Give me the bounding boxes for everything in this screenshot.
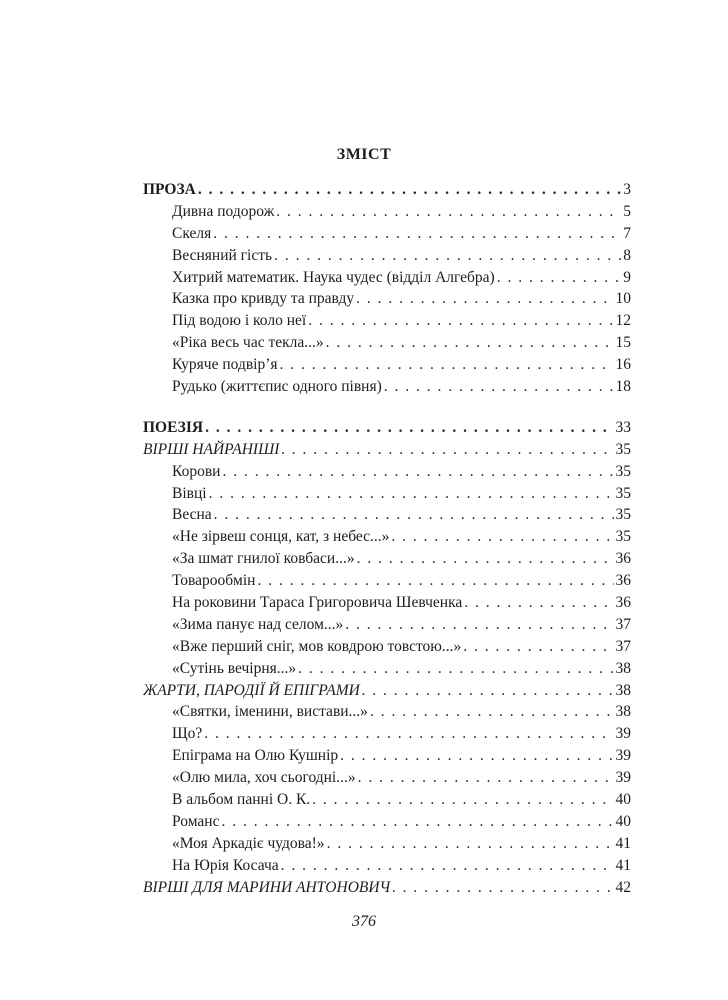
toc-entry-page: 12 bbox=[615, 312, 631, 330]
toc-entry bbox=[143, 614, 631, 636]
dot-leader bbox=[357, 548, 614, 570]
toc-entry-page: 35 bbox=[615, 506, 631, 524]
toc-entry bbox=[143, 723, 631, 745]
toc-heading: ЗМІСТ bbox=[336, 146, 392, 163]
toc-entry-title: На роковини Тараса Григоровича Шевченка bbox=[172, 594, 463, 612]
toc-entry-page: 3 bbox=[623, 181, 631, 198]
toc-entry-title: Хитрий математик. Наука чудес (відділ Алгебра) bbox=[172, 268, 495, 286]
toc-entry bbox=[143, 811, 631, 833]
toc-entry-page: 37 bbox=[615, 615, 631, 633]
toc-entry-title: «Святки, іменини, вистави...» bbox=[172, 703, 368, 721]
toc-entry-page: 41 bbox=[615, 856, 631, 874]
toc-entry-page: 37 bbox=[615, 637, 631, 655]
toc-entry-page: 36 bbox=[615, 594, 631, 612]
toc-section-poezia bbox=[143, 417, 631, 439]
dot-leader bbox=[204, 723, 613, 745]
toc-entry bbox=[143, 767, 631, 789]
toc-entry-page: 7 bbox=[623, 224, 631, 242]
toc-entry-title: «Вже перший сніг, мов ковдрою товстою...» bbox=[172, 637, 462, 655]
toc-entry-page: 33 bbox=[615, 418, 631, 436]
toc-entry-page: 39 bbox=[615, 725, 631, 743]
toc-entry-page: 9 bbox=[623, 268, 631, 286]
dot-leader bbox=[221, 811, 613, 833]
dot-leader bbox=[384, 376, 614, 398]
toc-entry-title: Весняний гість bbox=[172, 246, 273, 264]
toc-entry-title: «За шмат гнилої ковбаси...» bbox=[172, 550, 355, 568]
toc-entry-title: ВІРШІ ДЛЯ МАРИНИ АНТОНОВИЧ bbox=[143, 878, 391, 896]
toc-entry-page: 8 bbox=[623, 246, 631, 264]
dot-leader bbox=[222, 461, 613, 483]
toc-entry-title: Куряче подвір’я bbox=[172, 356, 278, 374]
toc-entry-title: «Моя Аркадіє чудова!» bbox=[172, 834, 325, 852]
toc-entry bbox=[143, 223, 631, 245]
toc-entry bbox=[143, 245, 631, 267]
dot-leader bbox=[281, 439, 613, 461]
toc-entry-title: Казка про кривду та правду bbox=[172, 290, 355, 308]
toc-entry-page: 38 bbox=[615, 703, 631, 721]
toc-entry-page: 40 bbox=[615, 791, 631, 809]
dot-leader bbox=[257, 570, 613, 592]
toc-entry bbox=[143, 354, 631, 376]
toc-entry bbox=[143, 504, 631, 526]
toc-entry-page: 5 bbox=[623, 202, 631, 220]
dot-leader bbox=[214, 504, 614, 526]
toc-entry bbox=[143, 526, 631, 548]
toc-entry-title: «Сутінь вечірня...» bbox=[172, 659, 297, 677]
toc-entry-title: Корови bbox=[172, 462, 221, 480]
dot-leader bbox=[298, 658, 613, 680]
dot-leader bbox=[463, 636, 613, 658]
toc-entry-page: 35 bbox=[615, 484, 631, 502]
toc-entry bbox=[143, 701, 631, 723]
toc-entry-page: 39 bbox=[615, 769, 631, 787]
toc-entry bbox=[143, 332, 631, 354]
toc-entry bbox=[143, 267, 631, 289]
toc-entry-title: ПРОЗА bbox=[143, 181, 196, 198]
toc-entry bbox=[143, 570, 631, 592]
toc-entry-title: В альбом панні О. К. bbox=[172, 791, 311, 809]
toc-entry-page: 10 bbox=[615, 290, 631, 308]
toc-entry bbox=[143, 288, 631, 310]
dot-leader bbox=[280, 354, 614, 376]
toc-entry-title: ВІРШІ НАЙРАНІШІ bbox=[143, 440, 280, 458]
dot-leader bbox=[464, 592, 613, 614]
toc-entry-title: Вівці bbox=[172, 484, 207, 502]
toc-entry-title: «Ріка весь час текла...» bbox=[172, 334, 324, 352]
toc-entry bbox=[143, 548, 631, 570]
toc-entry-page: 39 bbox=[615, 747, 631, 765]
toc-entry bbox=[143, 658, 631, 680]
toc-entry bbox=[143, 745, 631, 767]
toc-entry bbox=[143, 310, 631, 332]
toc-entry-page: 16 bbox=[615, 356, 631, 374]
toc-entry bbox=[143, 833, 631, 855]
dot-leader bbox=[356, 288, 613, 310]
toc-entry-title: Романс bbox=[172, 812, 220, 830]
dot-leader bbox=[358, 767, 614, 789]
dot-leader bbox=[276, 201, 621, 223]
toc-entry-title: ЖАРТИ, ПАРОДІЇ Й ЕПІГРАМИ bbox=[143, 681, 360, 699]
dot-leader bbox=[391, 526, 613, 548]
toc-section-proza bbox=[143, 179, 631, 201]
toc-entry bbox=[143, 855, 631, 877]
dot-leader bbox=[312, 789, 613, 811]
dot-leader bbox=[392, 877, 613, 899]
dot-leader bbox=[340, 745, 613, 767]
dot-leader bbox=[274, 245, 621, 267]
toc-entry bbox=[143, 483, 631, 505]
toc-entry-page: 36 bbox=[615, 550, 631, 568]
toc-entry-page: 18 bbox=[615, 378, 631, 396]
dot-leader bbox=[370, 701, 614, 723]
page-number: 376 bbox=[352, 913, 376, 930]
dot-leader bbox=[362, 680, 614, 702]
toc-entry-title: Дивна подорож bbox=[172, 202, 275, 220]
toc-entry-title: Товарообмін bbox=[172, 572, 256, 590]
dot-leader bbox=[213, 223, 621, 245]
toc-entry-title: «Олю мила, хоч сьогодні...» bbox=[172, 769, 356, 787]
dot-leader bbox=[308, 310, 613, 332]
toc-entry-page: 36 bbox=[615, 572, 631, 590]
dot-leader bbox=[209, 483, 614, 505]
toc-subsection bbox=[143, 877, 631, 899]
toc-entry-page: 38 bbox=[615, 681, 631, 699]
toc-entry-page: 35 bbox=[615, 440, 631, 458]
toc-entry-title: Епіграма на Олю Кушнір bbox=[172, 747, 339, 765]
toc-entry-title: «Не зірвеш сонця, кат, з небес...» bbox=[172, 528, 390, 546]
toc-entry-page: 40 bbox=[615, 812, 631, 830]
toc-entry bbox=[143, 592, 631, 614]
dot-leader bbox=[281, 855, 614, 877]
toc-entry-page: 35 bbox=[615, 528, 631, 546]
toc-entry-title: Що? bbox=[172, 725, 203, 743]
dot-leader bbox=[205, 417, 613, 439]
toc-entry-page: 15 bbox=[615, 334, 631, 352]
toc-entry bbox=[143, 376, 631, 398]
toc-subsection bbox=[143, 680, 631, 702]
toc-entry-page: 41 bbox=[615, 834, 631, 852]
toc-entry-page: 38 bbox=[615, 659, 631, 677]
toc-subsection bbox=[143, 439, 631, 461]
toc-entry-title: Під водою і коло неї bbox=[172, 312, 307, 330]
toc-entry-title: На Юрія Косача bbox=[172, 856, 279, 874]
dot-leader bbox=[327, 833, 614, 855]
dot-leader bbox=[345, 614, 613, 636]
table-of-contents bbox=[143, 179, 631, 899]
toc-entry bbox=[143, 789, 631, 811]
dot-leader bbox=[497, 267, 622, 289]
dot-leader bbox=[198, 179, 621, 201]
toc-entry-title: «Зима панує над селом...» bbox=[172, 615, 344, 633]
toc-entry-page: 42 bbox=[615, 878, 631, 896]
toc-entry bbox=[143, 636, 631, 658]
dot-leader bbox=[326, 332, 614, 354]
toc-entry bbox=[143, 201, 631, 223]
toc-entry-title: Скеля bbox=[172, 224, 212, 242]
section-spacer bbox=[143, 398, 631, 417]
toc-entry-page: 35 bbox=[615, 462, 631, 480]
toc-entry-title: ПОЕЗІЯ bbox=[143, 418, 204, 436]
toc-entry-title: Рудько (життєпис одного півня) bbox=[172, 378, 382, 396]
toc-entry-title: Весна bbox=[172, 506, 212, 524]
toc-entry bbox=[143, 461, 631, 483]
